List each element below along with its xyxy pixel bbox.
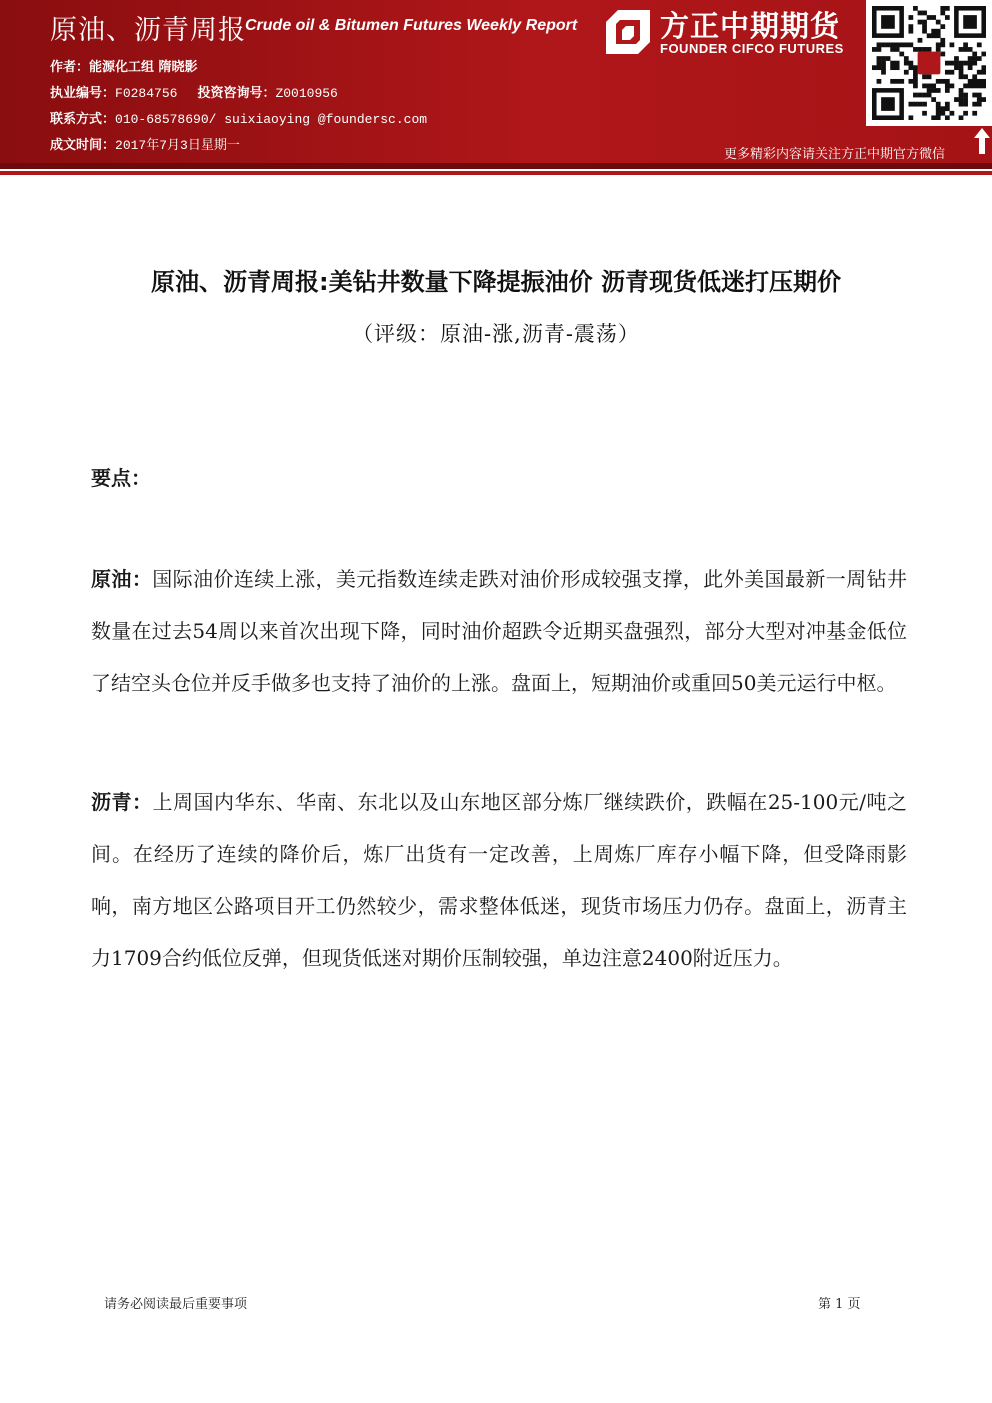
footer-notice: 请务必阅读最后重要事项 [104,1297,248,1312]
asphalt-label: 沥青： [91,790,153,814]
crude-text: 国际油价连续上涨，美元指数连续走跌对油价形成较强支撑，此外美国最新一周钻井数量在过去54周以来首次出现下降，同时油价超跌令近期买盘强烈，部分大型对冲基金低位了结空头仓位并反手做多也支持了油价的上涨。盘面上，短期油价或重回50美元运行中枢。 [91,567,908,695]
license-value: F0284756 [115,86,178,101]
asphalt-paragraph [91,776,907,984]
author-label: 作者： [50,60,90,75]
license-line [50,82,338,101]
header-divider-red [0,171,992,175]
header-divider-dark [0,163,992,169]
report-title: 原油、沥青周报:美钻井数量下降提振油价 沥青现货低迷打压期价 [151,268,841,296]
date-label: 成文时间： [50,138,116,153]
consult-label: 投资咨询号： [197,86,276,101]
qr-code [866,0,992,126]
crude-paragraph [91,553,907,709]
author-line [50,56,198,75]
founder-logo-mark-icon [604,8,652,56]
author-value: 能源化工组 隋晓影 [89,60,198,75]
follow-wechat-text: 更多精彩内容请关注方正中期官方微信 [724,147,946,162]
logo-name-cn: 方正中期期货 [660,9,841,43]
date-value: 2017年7月3日星期一 [115,138,240,153]
date-line [50,134,240,153]
report-header [0,0,992,163]
key-points-heading: 要点： [91,466,151,490]
contact-label: 联系方式： [50,112,116,127]
header-title-en: Crude oil & Bitumen Futures Weekly Report [245,17,578,34]
license-label: 执业编号： [50,86,116,101]
crude-label: 原油： [91,567,153,591]
contact-value: 010-68578690/ suixiaoying @foundersc.com [115,112,428,127]
company-logo [604,6,859,62]
page-number: 第 1 页 [818,1297,861,1312]
header-title-cn: 原油、沥青周报 [50,15,246,46]
qr-code-icon [872,6,986,120]
asphalt-text: 上周国内华东、华南、东北以及山东地区部分炼厂继续跌价，跌幅在25-100元/吨之间。在经历了连续的降价后，炼厂出货有一定改善，上周炼厂库存小幅下降，但受降雨影响，南方地区公路项目开工仍然较少，需求整体低迷，现货市场压力仍存。盘面上，沥青主力1709合约低位反弹，但现货低迷对期价压制较强，单边注意2400附近压力。 [91,790,907,970]
consult-value: Z0010956 [275,86,338,101]
arrow-up-icon [974,128,990,154]
logo-name-en: FOUNDER CIFCO FUTURES [660,41,844,56]
contact-line [50,108,427,127]
rating-line: （评级：原油-涨,沥青-震荡） [352,322,640,346]
